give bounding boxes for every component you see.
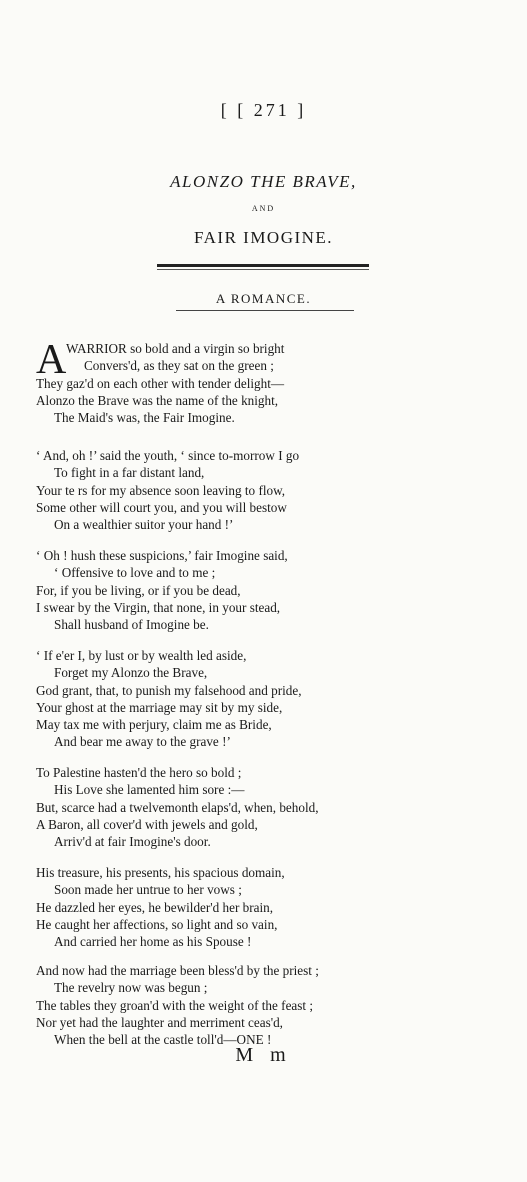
verse-line: His Love she lamented him sore :— xyxy=(54,782,245,798)
verse-line: The Maid's was, the Fair Imogine. xyxy=(54,410,235,426)
verse-line: When the bell at the castle toll'd—ONE ! xyxy=(54,1032,272,1048)
verse-line: Shall husband of Imogine be. xyxy=(54,617,209,633)
verse-line: WARRIOR so bold and a virgin so bright xyxy=(66,341,285,356)
verse-line: Arriv'd at fair Imogine's door. xyxy=(54,834,211,850)
poem-subtitle: A ROMANCE. xyxy=(215,291,312,306)
stanza-7 xyxy=(36,962,506,1048)
verse-line: To Palestine hasten'd the hero so bold ; xyxy=(36,765,242,780)
verse-line: Some other will court you, and you will bestow xyxy=(36,499,287,515)
verse-line: I swear by the Virgin, that none, in your stead, xyxy=(36,599,281,615)
verse-line: To fight in a far distant land, xyxy=(54,465,205,481)
signature-mark: M m xyxy=(235,1044,292,1066)
stanza-6 xyxy=(36,864,506,950)
stanza-5 xyxy=(36,764,506,850)
drop-cap: A xyxy=(36,337,67,383)
verse-line: On a wealthier suitor your hand !’ xyxy=(54,517,234,533)
verse-line: His treasure, his presents, his spacious domain, xyxy=(36,865,285,880)
verse-line: The tables they groan'd with the weight of the feast ; xyxy=(36,997,314,1013)
verse-line: ‘ If e'er I, by lust or by wealth led aside, xyxy=(36,648,247,663)
verse-line: ‘ Offensive to love and to me ; xyxy=(54,565,216,581)
stanza-3 xyxy=(36,547,506,633)
verse-line: Your ghost at the marriage may sit by my side, xyxy=(36,699,283,715)
verse-line: ‘ Oh ! hush these suspicions,’ fair Imogine said, xyxy=(36,548,288,563)
verse-line: The revelry now was begun ; xyxy=(54,980,208,996)
page-number: [ [ 271 ] xyxy=(220,100,307,120)
verse-line: ‘ And, oh !’ said the youth, ‘ since to-morrow I go xyxy=(36,448,300,463)
verse-line: But, scarce had a twelvemonth elaps'd, when, behold, xyxy=(36,799,319,815)
verse-line: A Baron, all cover'd with jewels and gold, xyxy=(36,816,258,832)
verse-line: They gaz'd on each other with tender delight— xyxy=(36,375,285,391)
verse-line: He caught her affections, so light and so vain, xyxy=(36,916,278,932)
stanza-2 xyxy=(36,447,506,533)
verse-line: And carried her home as his Spouse ! xyxy=(54,934,252,950)
subtitle-underline xyxy=(176,310,354,311)
verse-line: Nor yet had the laughter and merriment ceas'd, xyxy=(36,1014,283,1030)
verse-line: God grant, that, to punish my falsehood and pride, xyxy=(36,682,302,698)
verse-line: Alonzo the Brave was the name of the knight, xyxy=(36,392,279,408)
verse-line: For, if you be living, or if you be dead, xyxy=(36,582,241,598)
stanza-4 xyxy=(36,647,506,751)
verse-line: Your te rs for my absence soon leaving to flow, xyxy=(36,482,286,498)
title-conjunction: AND xyxy=(251,204,276,213)
verse-line: He dazzled her eyes, he bewilder'd her brain, xyxy=(36,899,274,915)
verse-line: Soon made her untrue to her vows ; xyxy=(54,882,242,898)
stanza-1 xyxy=(36,337,506,426)
title-rule-thin xyxy=(157,269,369,270)
verse-line: And now had the marriage been bless'd by the priest ; xyxy=(36,963,319,978)
verse-line: And bear me away to the grave !’ xyxy=(54,734,231,750)
verse-line: Convers'd, as they sat on the green ; xyxy=(84,358,274,374)
verse-line: May tax me with perjury, claim me as Bride, xyxy=(36,717,272,733)
verse-line: Forget my Alonzo the Brave, xyxy=(54,665,208,681)
poem-title: ALONZO THE BRAVE, xyxy=(170,172,357,191)
poem-title-line2: FAIR IMOGINE. xyxy=(193,228,334,247)
title-rule-thick xyxy=(157,264,369,267)
